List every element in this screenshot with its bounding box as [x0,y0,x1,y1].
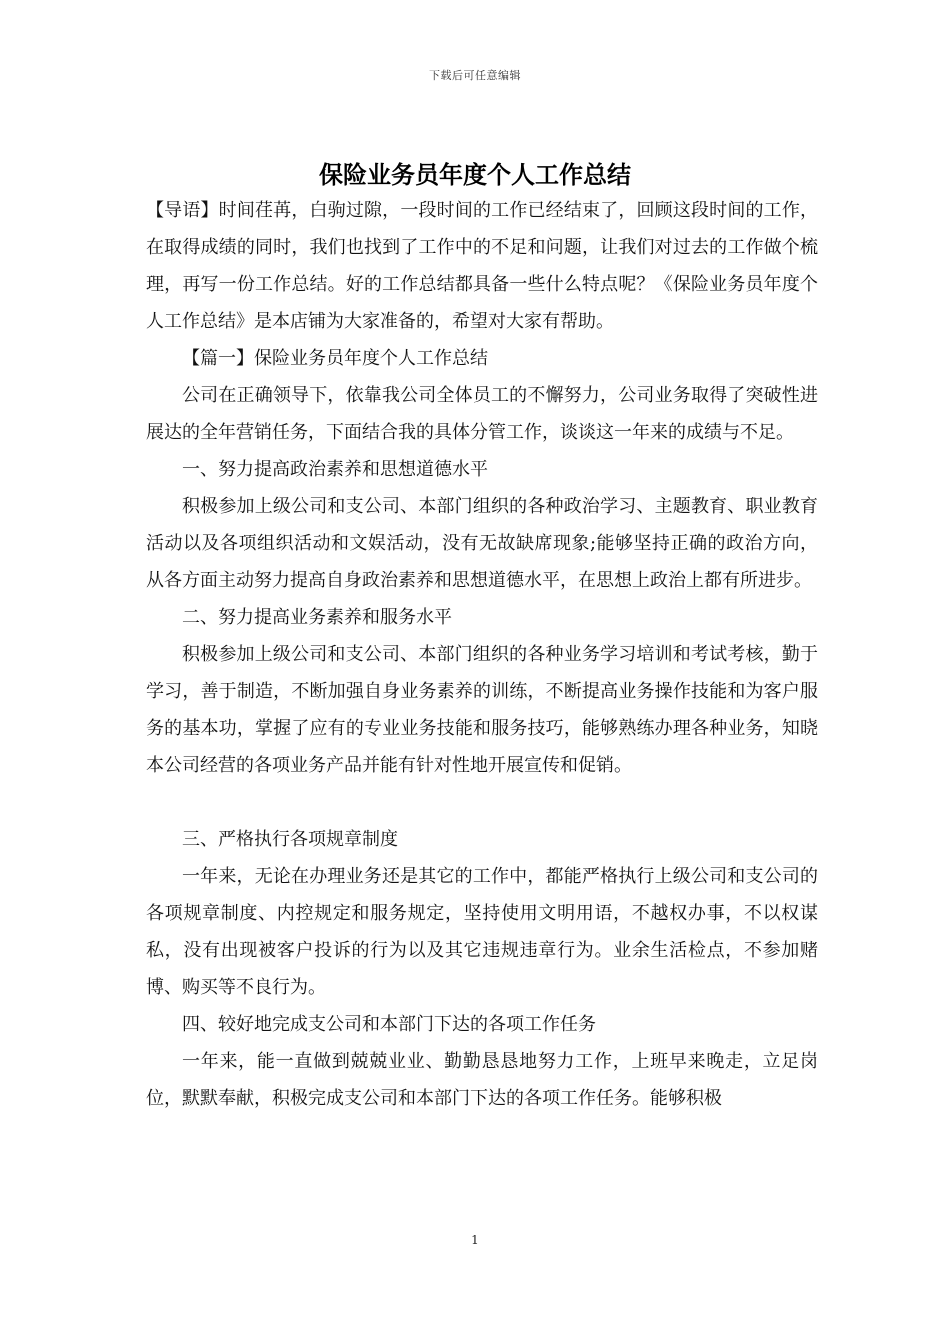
intro-paragraph: 【导语】时间荏苒，白驹过隙，一段时间的工作已经结束了，回顾这段时间的工作，在取得成绩的同时，我们也找到了工作中的不足和问题，让我们对过去的工作做个梳理，再写一份工作总结。好的工作总结都具备一些什么特点呢？《保险业务员年度个人工作总结》是本店铺为大家准备的，希望对大家有帮助。 [146,200,818,332]
header-note: 下载后可任意编辑 [429,69,521,82]
section-paragraph: 一年来，无论在办理业务还是其它的工作中，都能严格执行上级公司和支公司的各项规章制度、内控规定和服务规定，坚持使用文明用语，不越权办事，不以权谋私，没有出现被客户投诉的行为以及其它违规违章行为。业余生活检点，不参加赌博、购买等不良行为。 [146,866,818,998]
section-paragraph: 一年来，能一直做到兢兢业业、勤勤恳恳地努力工作，上班早来晚走，立足岗位，默默奉献，积极完成支公司和本部门下达的各项工作任务。能够积极 [146,1051,818,1109]
document-body [146,192,818,1117]
section-heading: 二、努力提高业务素养和服务水平 [182,607,452,628]
section-heading: 三、严格执行各项规章制度 [182,829,398,850]
document-title: 保险业务员年度个人工作总结 [319,161,631,189]
section-paragraph: 积极参加上级公司和支公司、本部门组织的各种业务学习培训和考试考核，勤于学习，善于制造，不断加强自身业务素养的训练，不断提高业务操作技能和为客户服务的基本功，掌握了应有的专业业务技能和服务技巧，能够熟练办理各种业务，知晓本公司经营的各项业务产品并能有针对性地开展宣传和促销。 [146,644,818,776]
page-number: 1 [471,1233,479,1247]
opening-paragraph: 公司在正确领导下，依靠我公司全体员工的不懈努力，公司业务取得了突破性进展达的全年营销任务，下面结合我的具体分管工作，谈谈这一年来的成绩与不足。 [146,385,818,443]
chapter-heading: 【篇一】保险业务员年度个人工作总结 [182,348,488,369]
section-heading: 一、努力提高政治素养和思想道德水平 [182,459,488,480]
paragraph-spacer [146,784,818,821]
section-paragraph: 积极参加上级公司和支公司、本部门组织的各种政治学习、主题教育、职业教育活动以及各项组织活动和文娱活动，没有无故缺席现象;能够坚持正确的政治方向，从各方面主动努力提高自身政治素养和思想道德水平，在思想上政治上都有所进步。 [146,496,818,591]
section-heading: 四、较好地完成支公司和本部门下达的各项工作任务 [182,1014,596,1035]
